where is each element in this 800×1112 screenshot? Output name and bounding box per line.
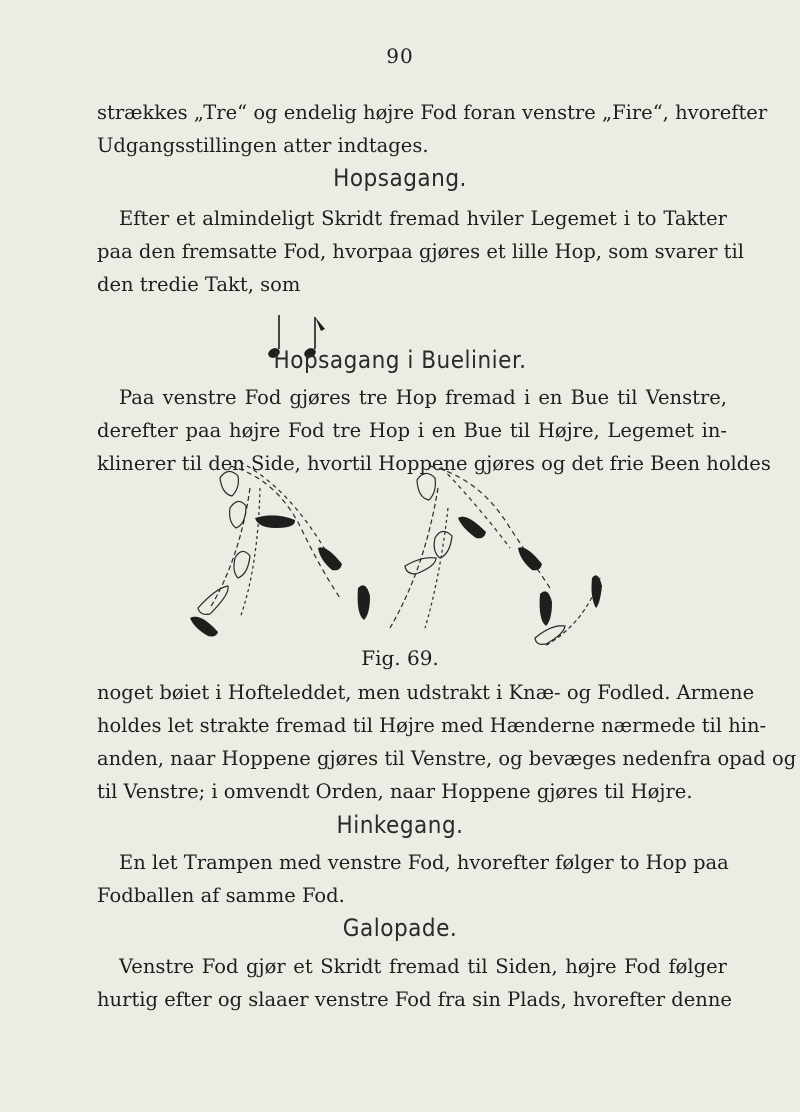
text-line: klinerer til den Side, hvortil Hoppene gjøres og det frie Been holdes: [97, 452, 771, 475]
dashed-path: [230, 466, 340, 598]
text-line: til Venstre; i omvendt Orden, naar Hoppene gjøres til Højre.: [97, 780, 693, 803]
heading-hinkegang: Hinkegang.: [336, 811, 464, 839]
text-line: paa den fremsatte Fod, hvorpaa gjøres et lille Hop, som svarer til: [97, 240, 744, 263]
footprint-filled: [518, 547, 542, 570]
dashed-path: [240, 488, 260, 618]
paragraph-hopsagang: [97, 202, 744, 301]
paragraph-buelinier-continued: [97, 676, 797, 808]
footprint-filled: [190, 617, 218, 637]
heading-galopade: Galopade.: [342, 914, 458, 942]
footprint-filled: [318, 547, 342, 570]
heading-hopsagang-buelinier: Hopsagang i Buelinier.: [273, 346, 527, 374]
dashed-path: [240, 462, 330, 558]
text-line: En let Trampen med venstre Fod, hvorefter følger to Hop paa: [119, 851, 729, 874]
paragraph-galopade: [97, 950, 732, 1016]
paragraph-hinkegang: [97, 846, 727, 912]
footprint-filled: [358, 585, 370, 620]
dashed-path: [210, 488, 250, 608]
text-line: strækkes „Tre“ og endelig højre Fod foran venstre „Fire“, hvorefter: [97, 101, 768, 124]
figure-caption: Fig. 69.: [361, 646, 439, 670]
footprint-filled: [592, 575, 603, 608]
intro-paragraph: [97, 96, 768, 162]
text-line: Venstre Fod gjør et Skridt fremad til Siden, højre Fod følger: [119, 955, 727, 978]
footprint-outline: [220, 471, 238, 496]
footprint-filled: [458, 517, 486, 539]
text-line: derefter paa højre Fod tre Hop i en Bue til Højre, Legemet in-: [97, 419, 727, 442]
text-line: holdes let strakte fremad til Højre med Hænderne nærmede til hin-: [97, 714, 767, 737]
text-line: noget bøiet i Hofteleddet, men udstrakt i Knæ- og Fodled. Armene: [97, 681, 755, 704]
text-line: hurtig efter og slaaer venstre Fod fra sin Plads, hvorefter denne: [97, 988, 732, 1011]
footstep-diagram: [180, 448, 640, 658]
footprint-outline: [417, 473, 435, 500]
text-line: den tredie Takt, som: [97, 273, 301, 296]
text-line: anden, naar Hoppene gjøres til Venstre, og bevæges nedenfra opad og: [97, 747, 797, 770]
footprint-filled: [540, 591, 552, 626]
footprint-filled: [255, 515, 295, 528]
page-number: 90: [386, 44, 414, 68]
footprint-outline: [234, 551, 250, 578]
heading-hopsagang: Hopsagang.: [333, 164, 467, 192]
text-line: Udgangsstillingen atter indtages.: [97, 134, 429, 157]
text-line: Paa venstre Fod gjøres tre Hop fremad i en Bue til Venstre,: [119, 386, 727, 409]
text-line: Efter et almindeligt Skridt fremad hviler Legemet i to Takter: [119, 207, 727, 230]
text-line: Fodballen af samme Fod.: [97, 884, 345, 907]
footprint-outline: [198, 586, 228, 614]
